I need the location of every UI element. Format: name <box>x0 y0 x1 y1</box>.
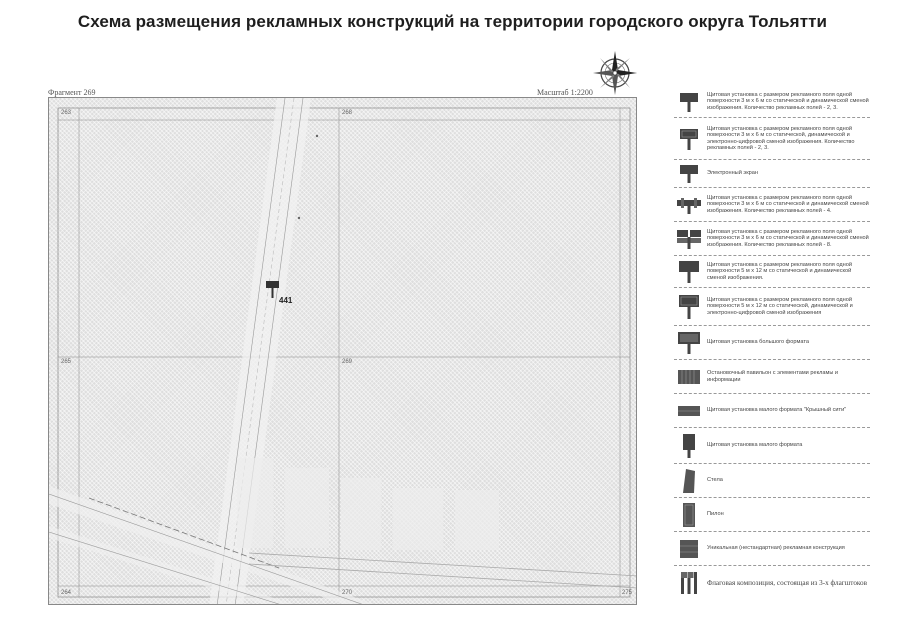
pavilion-icon <box>677 369 701 385</box>
grid-label: 265 <box>61 359 72 365</box>
grid-label: 275 <box>622 590 633 596</box>
legend-text: Щитовая установка малого формата <box>707 442 803 449</box>
stele-icon <box>682 468 696 494</box>
electronic-screen-icon <box>679 164 699 184</box>
legend-text: Электронный экран <box>707 170 758 177</box>
legend-item <box>674 222 870 256</box>
legend-text: Щитовая установка с размером рекламного поля одной поверхности 5 м х 12 м со статической и динамической сменой изображения. <box>707 261 852 281</box>
grid-label: 264 <box>61 590 72 596</box>
legend-text: Щитовая установка малого формата "Крышный сити" <box>707 407 847 414</box>
legend-item <box>674 394 870 428</box>
legend-text: Щитовая установка с размером рекламного поля одной поверхности 3 м х 6 м со статической, динамической и электронно-цифровой сменой изображения. Количество рекламных полей - 2, 3. <box>707 125 855 151</box>
road-edge <box>249 553 637 576</box>
map-point <box>316 135 318 137</box>
legend-text: Пилон <box>707 511 724 518</box>
small-format-icon <box>682 433 696 459</box>
grid-label: 268 <box>342 110 353 116</box>
legend-item <box>674 532 870 566</box>
legend-item <box>674 160 870 188</box>
legend-text: Щитовая установка с размером рекламного поля одной поверхности 5 м х 12 м со статической, динамической и электронно-цифровой сменой изображения <box>707 296 853 316</box>
legend-text: Щитовая установка с размером рекламного поля одной поверхности 3 м х 6 м со статической и динамической сменой изображения. Количество рекламных полей - 8. <box>707 228 869 248</box>
legend-item <box>674 326 870 360</box>
building <box>285 468 329 548</box>
billboard-3x6-digital-icon <box>679 127 699 151</box>
pylon-icon <box>682 502 696 528</box>
compass-rose-icon <box>592 50 638 96</box>
legend-text: Флаговая композиция, состоящая из 3-х флагштоков <box>707 578 868 587</box>
unique-construction-icon <box>679 539 699 559</box>
map-features <box>49 98 637 605</box>
billboard-3x6-8fields-icon <box>676 228 702 250</box>
building <box>237 458 273 548</box>
legend-item <box>674 188 870 222</box>
fragment-label: Фрагмент 269 <box>48 88 96 97</box>
legend-item <box>674 256 870 288</box>
legend-item <box>674 86 870 118</box>
building <box>455 490 499 550</box>
billboard-5x12-digital-icon <box>678 294 700 320</box>
legend-text: Уникальная (нестандартная) рекламная конструкция <box>707 545 845 552</box>
citylight-icon <box>677 405 701 417</box>
map-fragment[interactable] <box>48 97 637 605</box>
map-point <box>298 217 300 219</box>
legend-text: Щитовая установка с размером рекламного поля одной поверхности 3 м х 6 м со статической и динамической сменой изображения. Количество рекламных полей - 2, 3. <box>707 91 869 111</box>
legend-text: Щитовая установка большого формата <box>707 339 809 346</box>
legend-item <box>674 566 870 600</box>
page-title: Схема размещения рекламных конструкций на территории городского округа Тольятти <box>77 12 828 31</box>
large-format-icon <box>677 331 701 355</box>
legend-item <box>674 428 870 464</box>
grid-label: 263 <box>61 110 72 116</box>
flag-composition-icon <box>679 570 699 596</box>
billboard-5x12-icon <box>678 260 700 284</box>
legend-item <box>674 360 870 394</box>
legend-item <box>674 118 870 160</box>
billboard-3x6-icon <box>679 91 699 113</box>
legend-item <box>674 288 870 326</box>
building <box>341 478 381 550</box>
marker-id-label[interactable]: 441 <box>279 296 293 305</box>
billboard-marker-icon[interactable] <box>266 281 280 299</box>
legend-text: Стела <box>707 477 723 484</box>
legend <box>674 86 870 600</box>
legend-item <box>674 464 870 498</box>
building <box>393 488 443 550</box>
grid-label: 270 <box>342 590 353 596</box>
scale-label: Масштаб 1:2200 <box>537 88 593 97</box>
grid-label: 269 <box>342 359 353 365</box>
legend-item <box>674 498 870 532</box>
legend-text: Щитовая установка с размером рекламного поля одной поверхности 3 м х 6 м со статической и динамической сменой изображения. Количество рекламных полей - 4. <box>707 194 869 214</box>
billboard-3x6-4fields-icon <box>676 195 702 215</box>
legend-text: Остановочный павильон с элементами рекламы и информации <box>707 370 839 383</box>
